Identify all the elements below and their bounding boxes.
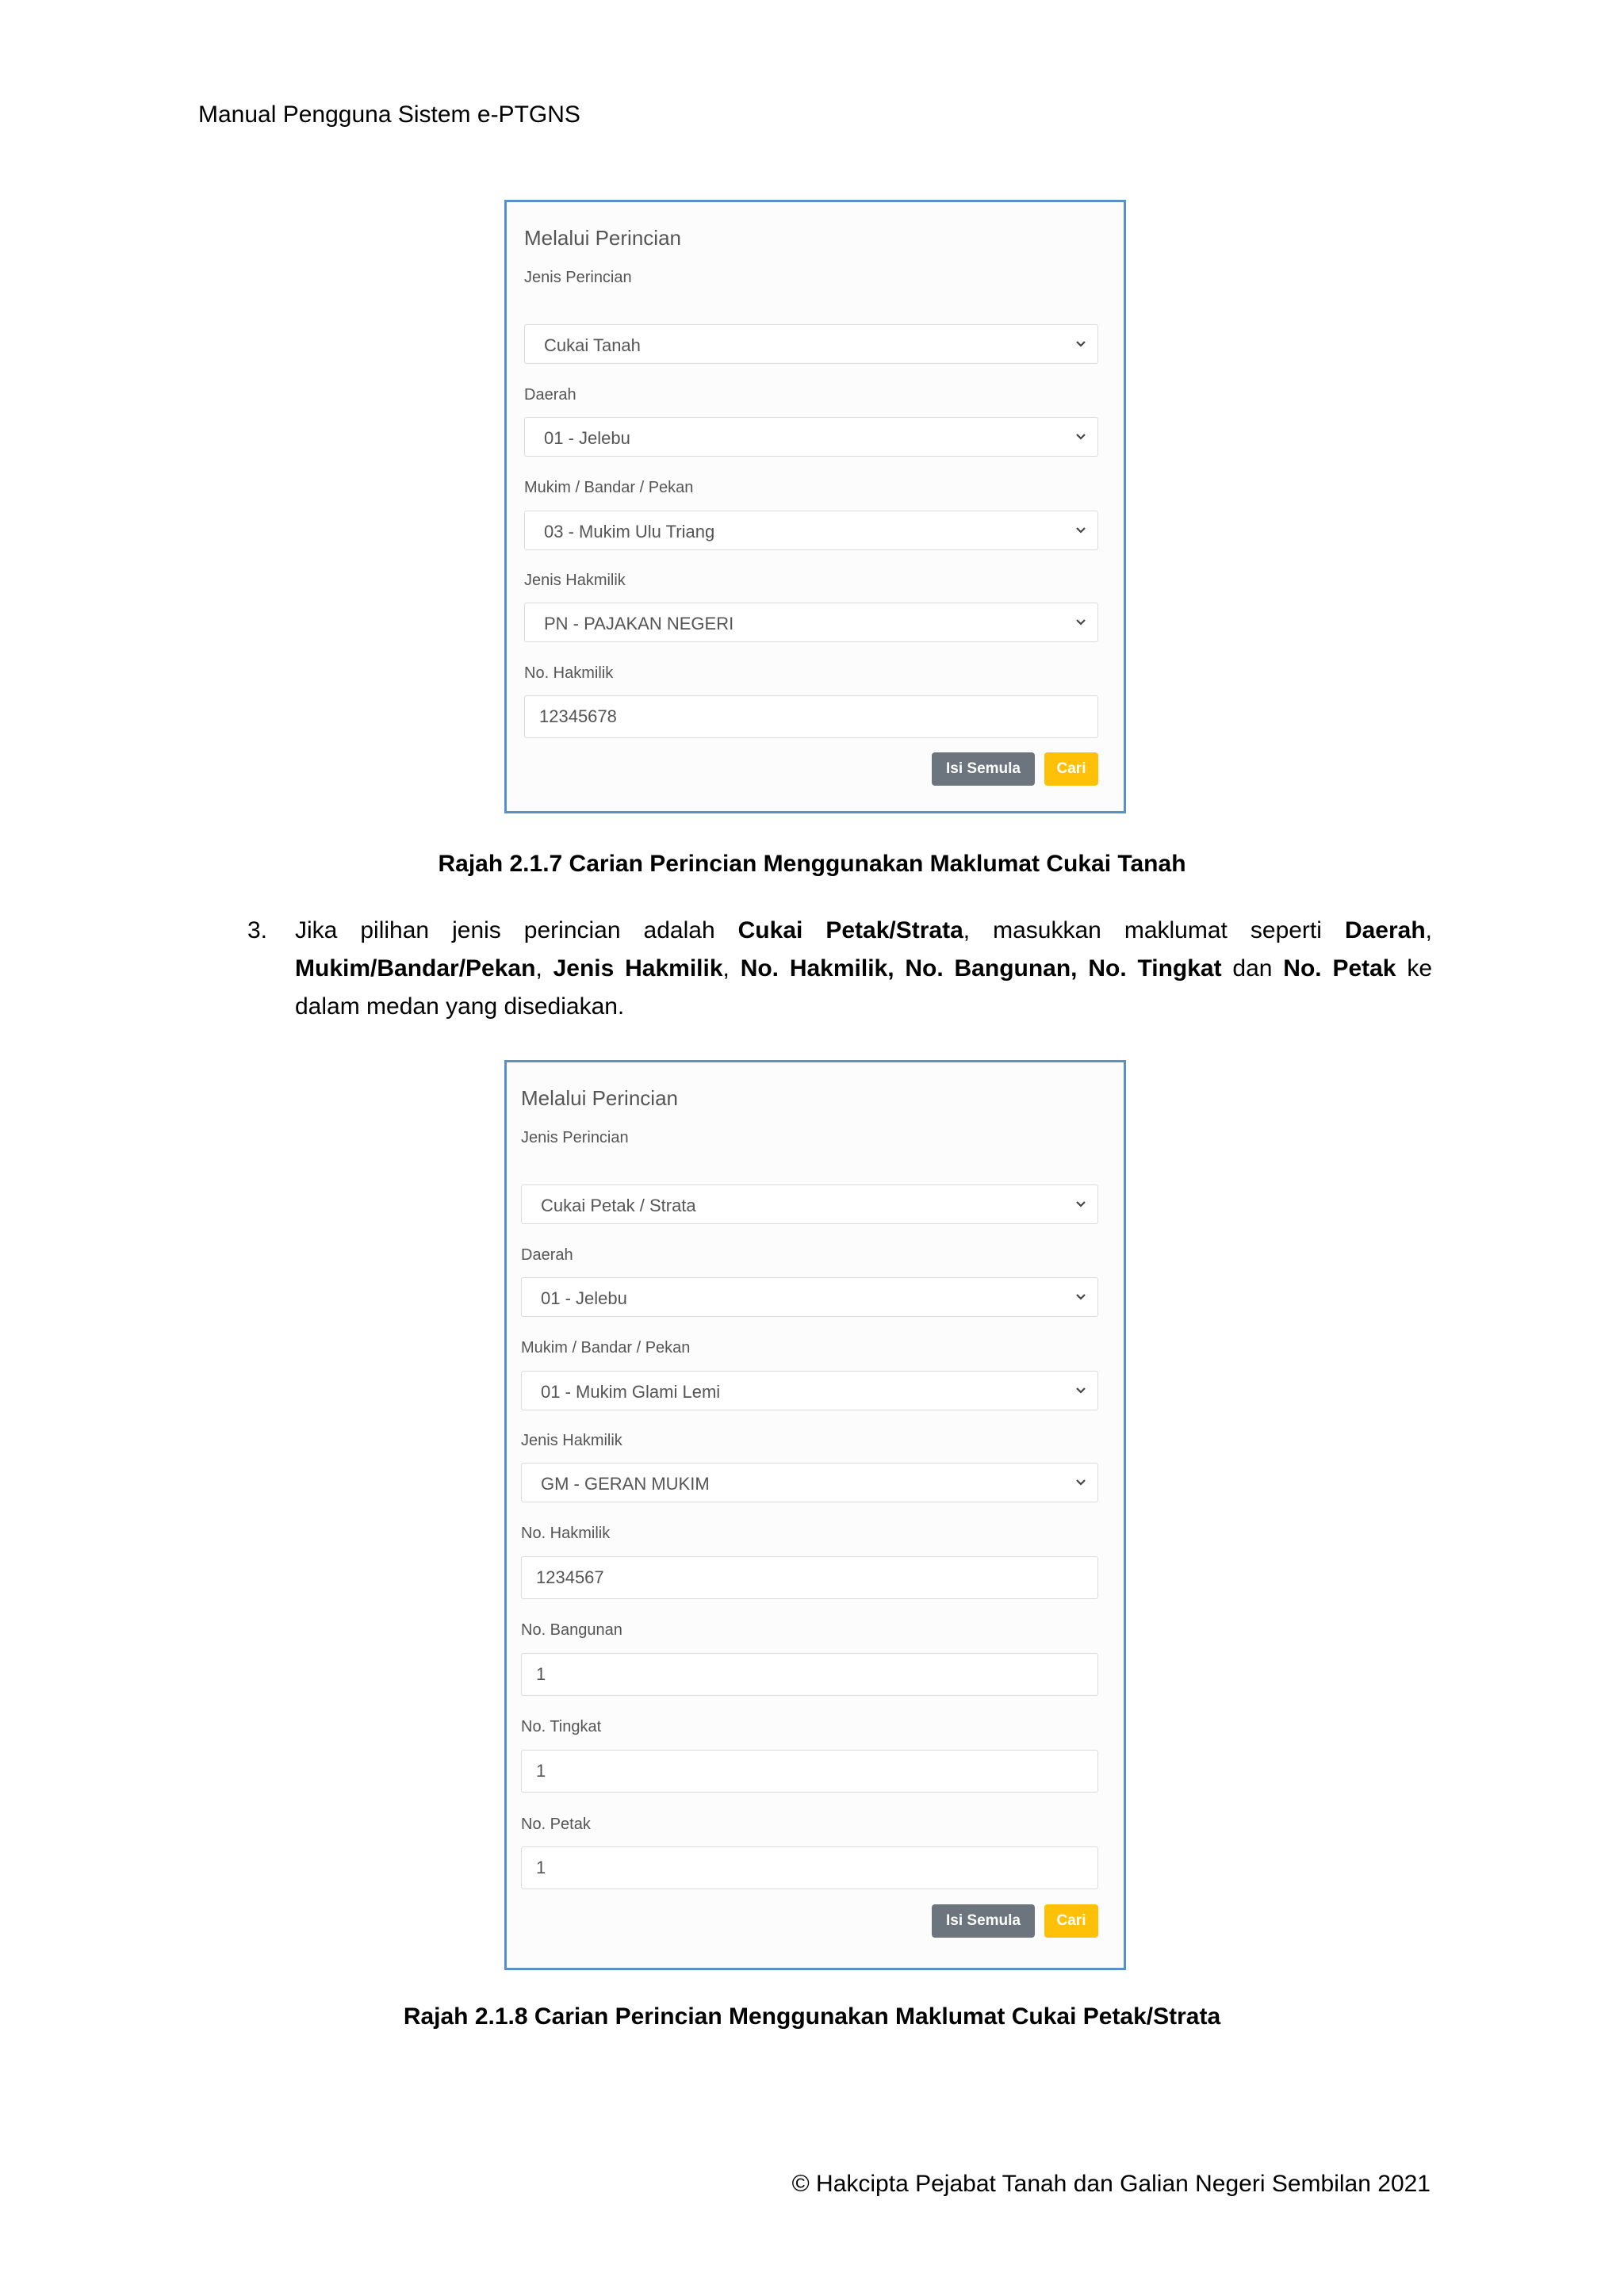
daerah-value: 01 - Jelebu xyxy=(541,1288,627,1308)
panel-title: Melalui Perincian xyxy=(524,226,681,250)
daerah-value: 01 - Jelebu xyxy=(544,428,630,448)
copyright-footer: © Hakcipta Pejabat Tanah dan Galian Negeri Sembilan 2021 xyxy=(791,2171,1431,2197)
jenis-hakmilik-label: Jenis Hakmilik xyxy=(521,1432,622,1449)
jenis-perincian-label: Jenis Perincian xyxy=(521,1129,629,1146)
bold-term: Daerah xyxy=(1344,917,1426,943)
mukim-select[interactable] xyxy=(521,1371,1098,1410)
page-header: Manual Pengguna Sistem e-PTGNS xyxy=(198,101,580,128)
no-petak-input[interactable] xyxy=(521,1846,1098,1889)
jenis-perincian-value: Cukai Tanah xyxy=(544,335,641,355)
jenis-perincian-select[interactable] xyxy=(524,324,1098,364)
mukim-label: Mukim / Bandar / Pekan xyxy=(521,1339,691,1357)
no-bangunan-input[interactable] xyxy=(521,1653,1098,1696)
no-petak-value: 1 xyxy=(536,1858,546,1877)
paragraph-text: Jika pilihan jenis perincian adalah xyxy=(295,917,738,943)
search-by-details-form-cukai-tanah xyxy=(504,200,1126,813)
search-button[interactable]: Cari xyxy=(1044,752,1098,786)
jenis-hakmilik-value: PN - PAJAKAN NEGERI xyxy=(544,614,734,633)
chevron-down-icon xyxy=(1072,1473,1090,1490)
chevron-down-icon xyxy=(1072,1288,1090,1305)
bold-term: No. Hakmilik, No. Bangunan, No. Tingkat xyxy=(740,955,1222,982)
no-hakmilik-label: No. Hakmilik xyxy=(521,1525,611,1542)
paragraph-text: , xyxy=(535,955,553,982)
daerah-label: Daerah xyxy=(521,1246,573,1264)
reset-button[interactable]: Isi Semula xyxy=(932,1904,1035,1938)
bold-term: Cukai Petak/Strata xyxy=(737,917,963,943)
step-3-paragraph xyxy=(295,912,1432,1026)
no-hakmilik-value: 12345678 xyxy=(539,706,617,726)
chevron-down-icon xyxy=(1072,521,1090,538)
no-tingkat-input[interactable] xyxy=(521,1750,1098,1793)
bold-term: Jenis Hakmilik xyxy=(553,955,723,982)
mukim-select[interactable] xyxy=(524,511,1098,550)
daerah-select[interactable] xyxy=(521,1277,1098,1317)
no-tingkat-label: No. Tingkat xyxy=(521,1718,602,1735)
jenis-hakmilik-label: Jenis Hakmilik xyxy=(524,572,626,589)
mukim-label: Mukim / Bandar / Pekan xyxy=(524,479,694,496)
search-by-details-form-cukai-petak xyxy=(504,1060,1126,1970)
paragraph-text: , masukkan maklumat seperti xyxy=(963,917,1345,943)
no-petak-label: No. Petak xyxy=(521,1816,591,1833)
paragraph-text: dan xyxy=(1221,955,1284,982)
reset-button[interactable]: Isi Semula xyxy=(932,752,1035,786)
chevron-down-icon xyxy=(1072,1381,1090,1399)
bold-term: Mukim/Bandar/Pekan xyxy=(295,955,536,982)
jenis-perincian-select[interactable] xyxy=(521,1184,1098,1224)
jenis-hakmilik-value: GM - GERAN MUKIM xyxy=(541,1474,710,1494)
chevron-down-icon xyxy=(1072,335,1090,352)
chevron-down-icon xyxy=(1072,613,1090,630)
figure-caption-2-1-8: Rajah 2.1.8 Carian Perincian Menggunakan Maklumat Cukai Petak/Strata xyxy=(403,2003,1221,2030)
jenis-perincian-label: Jenis Perincian xyxy=(524,269,632,286)
paragraph-text: , xyxy=(1425,917,1432,943)
step-number: 3. xyxy=(247,917,268,943)
no-bangunan-label: No. Bangunan xyxy=(521,1621,622,1639)
panel-title: Melalui Perincian xyxy=(521,1086,678,1110)
paragraph-text: , xyxy=(722,955,741,982)
mukim-value: 01 - Mukim Glami Lemi xyxy=(541,1382,721,1402)
jenis-perincian-value: Cukai Petak / Strata xyxy=(541,1196,696,1215)
no-bangunan-value: 1 xyxy=(536,1664,546,1684)
jenis-hakmilik-select[interactable] xyxy=(521,1463,1098,1502)
search-button[interactable]: Cari xyxy=(1044,1904,1098,1938)
daerah-label: Daerah xyxy=(524,386,576,404)
bold-term: No. Petak xyxy=(1283,955,1396,982)
chevron-down-icon xyxy=(1072,427,1090,445)
no-hakmilik-label: No. Hakmilik xyxy=(524,664,614,682)
figure-caption-2-1-7: Rajah 2.1.7 Carian Perincian Menggunakan Maklumat Cukai Tanah xyxy=(438,851,1186,877)
no-hakmilik-value: 1234567 xyxy=(536,1567,604,1587)
no-hakmilik-input[interactable] xyxy=(521,1556,1098,1599)
no-hakmilik-input[interactable] xyxy=(524,695,1098,738)
mukim-value: 03 - Mukim Ulu Triang xyxy=(544,522,715,541)
paragraph-text: ke dalam medan yang disediakan. xyxy=(295,955,1432,1020)
chevron-down-icon xyxy=(1072,1195,1090,1212)
no-tingkat-value: 1 xyxy=(536,1761,546,1781)
daerah-select[interactable] xyxy=(524,417,1098,457)
jenis-hakmilik-select[interactable] xyxy=(524,603,1098,642)
